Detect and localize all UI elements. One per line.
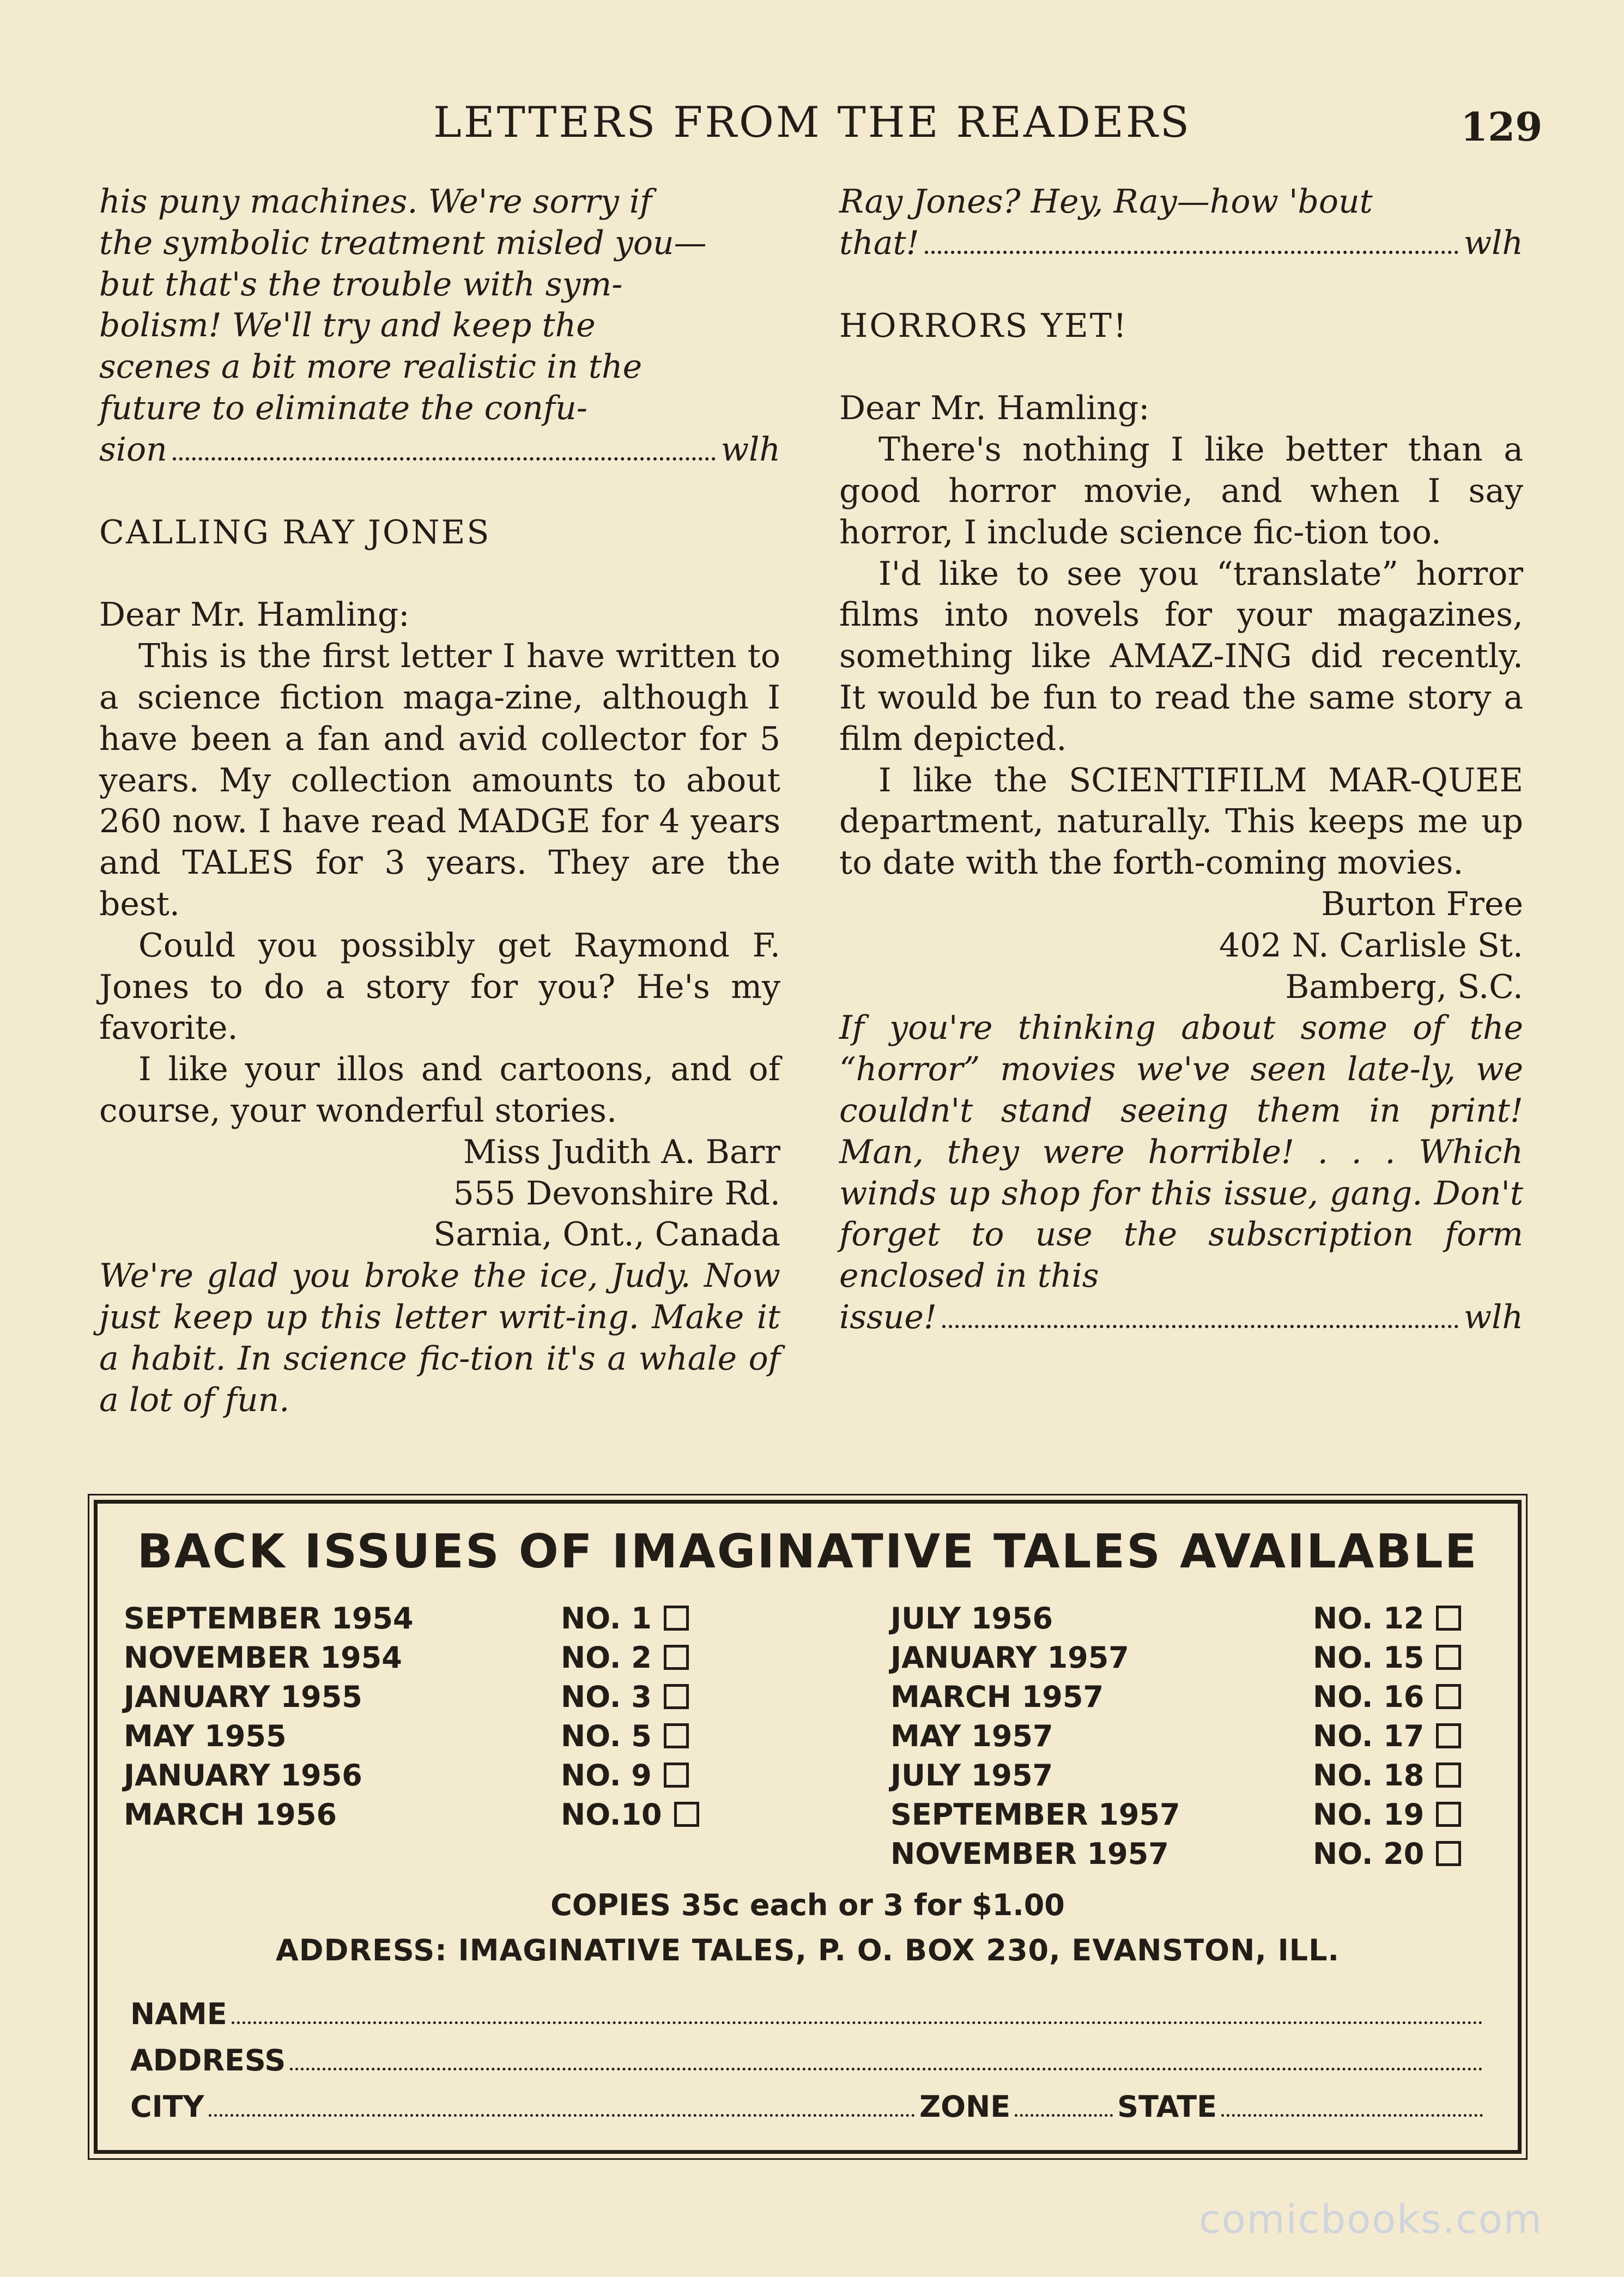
- reply-line: the symbolic treatment misled you—: [99, 223, 707, 262]
- right-column: [839, 181, 1523, 1339]
- name-field-row: [130, 1997, 1487, 2031]
- editor-initials: wlh: [720, 430, 780, 469]
- name-label: NAME: [130, 1997, 227, 2031]
- issue-checkbox[interactable]: [664, 1763, 689, 1788]
- editor-initials: wlh: [1463, 1298, 1523, 1336]
- header-title: LETTERS FROM THE READERS: [433, 98, 1191, 147]
- issue-number: NO. 9: [561, 1758, 652, 1792]
- letter-paragraph: There's nothing I like better than a good horror movie, and when I say horror, I include science fic-tion too.: [839, 431, 1523, 552]
- letter-paragraph: This is the first letter I have written to a science fiction maga-zine, although I have been a fan and avid collector for 5 years. My collection amounts to about 260 now. I have read MADGE for 4 years and TALES for 3 years. They are the best.: [99, 637, 780, 923]
- city-label: CITY: [130, 2090, 204, 2124]
- editor-reply: [839, 1008, 1523, 1338]
- issue-row: [124, 1795, 662, 1834]
- issue-date: JANUARY 1957: [890, 1640, 1129, 1675]
- reply-signoff-line: [839, 223, 1523, 264]
- reply-signoff-line: [99, 429, 780, 471]
- letter-signature-street: 555 Devonshire Rd.: [453, 1174, 780, 1213]
- reply-line: his puny machines. We're sorry if: [99, 183, 652, 221]
- mailing-address: ADDRESS: IMAGINATIVE TALES, P. O. BOX 230, EVANSTON, ILL.: [275, 1933, 1340, 1967]
- editor-reply-text: If you're thinking about some of the “horror” movies we've seen late-ly, we couldn't stand seeing them in print! Man, they were horrible! . . . Which winds up shop for this issue, gang. Don't forget to use the subscription form enclosed in this: [839, 1009, 1523, 1295]
- issue-date: JANUARY 1955: [124, 1680, 362, 1714]
- issue-row: [124, 1599, 652, 1638]
- issue-row: [890, 1834, 1425, 1874]
- letter-heading: CALLING RAY JONES: [99, 513, 491, 552]
- issue-row: [124, 1717, 652, 1756]
- letter-heading: HORRORS YET!: [839, 306, 1128, 345]
- letter-signature-city: Bamberg, S.C.: [1285, 967, 1523, 1006]
- issue-number: NO. 17: [1313, 1719, 1425, 1753]
- issue-number: NO. 15: [1313, 1640, 1425, 1675]
- letter-salutation: Dear Mr. Hamling:: [839, 389, 1150, 428]
- state-field[interactable]: [1221, 2114, 1483, 2117]
- issue-checkbox[interactable]: [664, 1606, 689, 1631]
- issue-checkbox[interactable]: [1436, 1763, 1461, 1788]
- issue-row: [890, 1678, 1425, 1717]
- issue-row: [124, 1678, 652, 1717]
- reply-line: scenes a bit more realistic in the: [99, 348, 643, 386]
- reply-line: bolism! We'll try and keep the: [99, 306, 596, 345]
- letter-signature-name: Miss Judith A. Barr: [463, 1133, 780, 1171]
- issue-number: NO. 12: [1313, 1601, 1425, 1636]
- issue-checkbox[interactable]: [664, 1723, 689, 1748]
- issue-date: MARCH 1956: [124, 1797, 337, 1832]
- reply-signoff-line: [839, 1297, 1523, 1339]
- issue-checkbox[interactable]: [1436, 1841, 1461, 1866]
- dot-leader: [942, 1325, 1458, 1328]
- issue-date: MAY 1957: [890, 1719, 1053, 1753]
- letter-signature-name: Burton Free: [1321, 885, 1523, 923]
- city-field[interactable]: [209, 2114, 915, 2117]
- issue-number: NO. 19: [1313, 1797, 1425, 1832]
- reply-line: but that's the trouble with sym-: [99, 265, 623, 304]
- issue-row: [890, 1795, 1425, 1834]
- page-number: 129: [1461, 104, 1543, 150]
- reply-line: sion: [99, 430, 167, 469]
- letter-paragraph: I like the SCIENTIFILM MAR-QUEE department, naturally. This keeps me up to date with the forth-coming movies.: [839, 761, 1523, 882]
- reply-line: issue!: [839, 1298, 937, 1336]
- issue-row: [890, 1638, 1425, 1678]
- left-column: [99, 181, 780, 1421]
- zone-field[interactable]: [1015, 2114, 1113, 2117]
- letter-salutation: Dear Mr. Hamling:: [99, 596, 410, 634]
- issue-date: JULY 1957: [890, 1758, 1053, 1792]
- issue-checkbox[interactable]: [664, 1645, 689, 1670]
- address-field[interactable]: [290, 2068, 1483, 2070]
- zone-label: ZONE: [919, 2090, 1011, 2124]
- issue-date: SEPTEMBER 1957: [890, 1797, 1180, 1832]
- issue-date: MAY 1955: [124, 1719, 287, 1753]
- letter-signature-city: Sarnia, Ont., Canada: [433, 1215, 780, 1254]
- back-issues-order-form: [94, 1500, 1522, 2154]
- letter-paragraph: I like your illos and cartoons, and of course, your wonderful stories.: [99, 1050, 780, 1130]
- issue-date: NOVEMBER 1957: [890, 1837, 1169, 1871]
- issue-checkbox[interactable]: [674, 1802, 699, 1827]
- issue-number: NO. 2: [561, 1640, 652, 1675]
- reply-line: future to eliminate the confu-: [99, 389, 588, 427]
- issue-checkbox[interactable]: [664, 1684, 689, 1709]
- letter-paragraph: Could you possibly get Raymond F. Jones to do a story for you? He's my favorite.: [99, 926, 780, 1047]
- dot-leader: [173, 457, 716, 461]
- issue-number: NO. 18: [1313, 1758, 1425, 1792]
- issue-date: JANUARY 1956: [124, 1758, 362, 1792]
- issue-row: [890, 1756, 1425, 1795]
- letter-signature-street: 402 N. Carlisle St.: [1219, 926, 1523, 965]
- page-header: [0, 98, 1624, 158]
- issue-number: NO.10: [561, 1797, 662, 1832]
- reply-line: that!: [839, 223, 919, 262]
- issue-date: NOVEMBER 1954: [124, 1640, 402, 1675]
- issue-date: MARCH 1957: [890, 1680, 1104, 1714]
- issue-date: JULY 1956: [890, 1601, 1053, 1636]
- reply-continuation: [99, 181, 780, 471]
- issue-number: NO. 16: [1313, 1680, 1425, 1714]
- issue-checkbox[interactable]: [1436, 1802, 1461, 1827]
- issue-number: NO. 20: [1313, 1837, 1425, 1871]
- editor-initials: wlh: [1463, 223, 1523, 262]
- name-field[interactable]: [232, 2021, 1483, 2024]
- letter-paragraph: I'd like to see you “translate” horror films into novels for your magazines, something like AMAZ-ING did recently. It would be fun to read the same story a film depicted.: [839, 554, 1523, 758]
- issue-checkbox[interactable]: [1436, 1645, 1461, 1670]
- issue-row: [124, 1756, 652, 1795]
- dot-leader: [925, 251, 1458, 254]
- price-line: COPIES 35c each or 3 for $1.00: [550, 1888, 1065, 1922]
- city-zone-state-row: [130, 2090, 1487, 2124]
- editor-reply: We're glad you broke the ice, Judy. Now just keep up this letter writ-ing. Make it a habit. In science fic-tion it's a whale of a lot of fun.: [99, 1257, 780, 1419]
- issue-row: [124, 1638, 652, 1678]
- reply-continuation: [839, 181, 1523, 264]
- issue-row: [890, 1599, 1425, 1638]
- reply-line: Ray Jones? Hey, Ray—how 'bout: [839, 183, 1373, 221]
- address-field-row: [130, 2043, 1487, 2078]
- issue-checkbox[interactable]: [1436, 1606, 1461, 1631]
- issue-date: SEPTEMBER 1954: [124, 1601, 414, 1636]
- issue-number: NO. 5: [561, 1719, 652, 1753]
- issue-row: [890, 1717, 1425, 1756]
- watermark: comicbooks.com: [1199, 2196, 1543, 2242]
- back-issues-title: BACK ISSUES OF IMAGINATIVE TALES AVAILABLE: [137, 1524, 1478, 1579]
- address-label: ADDRESS: [130, 2043, 286, 2078]
- issue-checkbox[interactable]: [1436, 1684, 1461, 1709]
- state-label: STATE: [1117, 2090, 1217, 2124]
- issue-checkbox[interactable]: [1436, 1723, 1461, 1748]
- issue-number: NO. 3: [561, 1680, 652, 1714]
- issue-number: NO. 1: [561, 1601, 652, 1636]
